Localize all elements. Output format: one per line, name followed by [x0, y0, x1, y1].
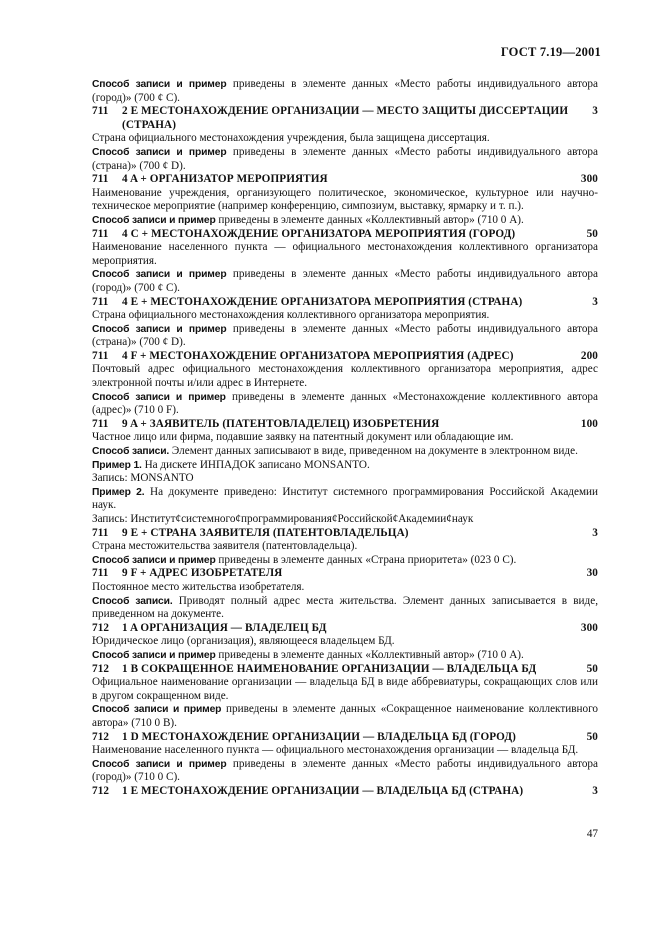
- paragraph-lead: Способ записи и пример: [92, 554, 216, 566]
- element-code: 711: [92, 227, 109, 240]
- body-paragraph: [92, 513, 598, 527]
- element-code: 711: [92, 105, 109, 118]
- paragraph-text: Наименование населенного пункта — официального местонахождения организации — владельца БД.: [92, 744, 579, 757]
- body-paragraph: [92, 268, 598, 295]
- body-paragraph: [92, 363, 598, 390]
- element-name: 4 A + ОРГАНИЗАТОР МЕРОПРИЯТИЯ: [122, 173, 328, 186]
- paragraph-lead: Способ записи и пример: [92, 704, 222, 716]
- element-name: 9 A + ЗАЯВИТЕЛЬ (ПАТЕНТОВЛАДЕЛЕЦ) ИЗОБРЕТЕНИЯ: [122, 417, 440, 430]
- body-paragraph: [92, 649, 598, 663]
- paragraph-text: Наименование учреждения, организующего политическое, экономическое, культурное или научно-техническое мероприятие (например конференцию, симпозиум, выставку, ярмарку и т. п.).: [92, 186, 598, 213]
- data-element-heading: [92, 731, 598, 745]
- paragraph-lead: Способ записи и пример: [92, 214, 216, 226]
- element-name: 1 D МЕСТОНАХОЖДЕНИЕ ОРГАНИЗАЦИИ — ВЛАДЕЛЬЦА БД (ГОРОД): [122, 730, 517, 743]
- body-paragraph: [92, 703, 598, 730]
- element-code: 711: [92, 295, 109, 308]
- data-element-heading: [92, 622, 598, 636]
- body-paragraph: [92, 323, 598, 350]
- paragraph-text: приведены в элементе данных «Место работы индивидуального автора (страна)» (700 ¢ D).: [92, 145, 598, 172]
- paragraph-lead: Способ записи.: [92, 446, 170, 458]
- element-length: 3: [592, 105, 598, 118]
- data-element-heading: [92, 567, 598, 581]
- paragraph-lead: Способ записи и пример: [92, 269, 227, 281]
- paragraph-text: Приводят полный адрес места жительства. Элемент данных записывается в виде, приведенном на документе.: [92, 594, 598, 621]
- data-element-heading: [92, 296, 598, 310]
- data-element-heading: [92, 173, 598, 187]
- element-name: 1 B СОКРАЩЕННОЕ НАИМЕНОВАНИЕ ОРГАНИЗАЦИИ — ВЛАДЕЛЬЦА БД: [122, 662, 537, 675]
- body-paragraph: [92, 635, 598, 649]
- element-name: 4 C + МЕСТОНАХОЖДЕНИЕ ОРГАНИЗАТОРА МЕРОПРИЯТИЯ (ГОРОД): [122, 227, 516, 240]
- element-name: 2 E МЕСТОНАХОЖДЕНИЕ ОРГАНИЗАЦИИ — МЕСТО ЗАЩИТЫ ДИССЕРТАЦИИ (СТРАНА): [122, 105, 569, 131]
- page-number: 47: [586, 828, 598, 840]
- element-code: 712: [92, 621, 110, 634]
- element-name: 4 F + МЕСТОНАХОЖДЕНИЕ ОРГАНИЗАТОРА МЕРОПРИЯТИЯ (АДРЕС): [122, 349, 514, 362]
- paragraph-text: Официальное наименование организации — владельца БД в виде аббревиатуры, сокращающих слов или в другом сокращенном виде.: [92, 676, 598, 702]
- element-length: 30: [586, 567, 598, 580]
- element-name: 1 E МЕСТОНАХОЖДЕНИЕ ОРГАНИЗАЦИИ — ВЛАДЕЛЬЦА БД (СТРАНА): [122, 784, 524, 797]
- paragraph-text: Страна официального местонахождения коллективного организатора мероприятия.: [92, 309, 490, 322]
- paragraph-text: Постоянное место жительства изобретателя.: [92, 580, 305, 593]
- paragraph-text: Наименование населенного пункта — официального местонахождения коллективного организатора мероприятия.: [92, 241, 598, 267]
- paragraph-text: Юридическое лицо (организация), являющееся владельцем БД.: [92, 635, 395, 648]
- body-paragraph: [92, 595, 598, 622]
- paragraph-text: приведены в элементе данных «Место работы индивидуального автора (страна)» (700 ¢ D).: [92, 322, 598, 349]
- paragraph-lead: Пример 2.: [92, 486, 145, 498]
- element-code: 712: [92, 662, 110, 675]
- paragraph-lead: Пример 1.: [92, 459, 142, 471]
- data-element-heading: [92, 785, 598, 799]
- body-paragraph: [92, 445, 598, 459]
- body-paragraph: [92, 486, 598, 513]
- paragraph-text: приведены в элементе данных «Место работы индивидуального автора (город)» (710 0 C).: [92, 757, 598, 784]
- paragraph-text: Почтовый адрес официального местонахождения коллективного организатора мероприятия, адрес электронной почты и/или адрес в Интернете.: [92, 363, 598, 390]
- paragraph-text: Страна местожительства заявителя (патентовладельца).: [92, 540, 358, 553]
- paragraph-lead: Способ записи и пример: [92, 758, 227, 770]
- paragraph-text: На документе приведено: Институт системного программирования Российской Академии наук.: [92, 485, 598, 512]
- data-element-heading: [92, 350, 598, 364]
- paragraph-text: Страна официального местонахождения учреждения, была защищена диссертация.: [92, 132, 490, 145]
- body-paragraph: [92, 431, 598, 445]
- paragraph-text: приведены в элементе данных «Коллективный автор» (710 0 A).: [215, 213, 524, 226]
- element-length: 50: [586, 662, 598, 675]
- element-length: 50: [586, 730, 598, 743]
- body-paragraph: [92, 758, 598, 785]
- paragraph-text: На дискете ИНПАДОК записано MONSANTO.: [141, 458, 370, 471]
- element-code: 711: [92, 349, 109, 362]
- paragraph-text: приведены в элементе данных «Страна приоритета» (023 0 C).: [215, 553, 517, 566]
- data-element-heading: [92, 228, 598, 242]
- element-name: 1 A ОРГАНИЗАЦИЯ — ВЛАДЕЛЕЦ БД: [122, 621, 327, 634]
- document-body: [92, 78, 598, 798]
- data-element-heading: [92, 663, 598, 677]
- body-paragraph: [92, 676, 598, 703]
- body-paragraph: [92, 241, 598, 268]
- paragraph-text: приведены в элементе данных «Сокращенное наименование коллективного автора» (710 0 B).: [92, 703, 598, 729]
- paragraph-lead: Способ записи и пример: [92, 323, 227, 335]
- paragraph-text: Частное лицо или фирма, подавшие заявку на патентный документ или обладающие им.: [92, 431, 514, 444]
- paragraph-lead: Способ записи и пример: [92, 649, 216, 661]
- data-element-heading: [92, 105, 598, 132]
- paragraph-text: приведены в элементе данных «Место работы индивидуального автора (город)» (700 ¢ C).: [92, 268, 598, 294]
- paragraph-text: приведены в элементе данных «Место работы индивидуального автора (город)» (700 ¢ C).: [92, 78, 598, 104]
- paragraph-lead: Способ записи и пример: [92, 146, 227, 158]
- paragraph-text: Элемент данных записывают в виде, приведенном на документе в электронном виде.: [169, 445, 578, 458]
- paragraph-lead: Способ записи и пример: [92, 391, 226, 403]
- element-code: 711: [92, 417, 109, 430]
- body-paragraph: [92, 132, 598, 146]
- standard-header: ГОСТ 7.19—2001: [500, 45, 601, 59]
- paragraph-lead: Способ записи.: [92, 595, 173, 607]
- body-paragraph: [92, 459, 598, 473]
- element-code: 711: [92, 567, 109, 580]
- body-paragraph: [92, 146, 598, 173]
- data-element-heading: [92, 527, 598, 541]
- paragraph-text: приведены в элементе данных «Местонахождение коллективного автора (адрес)» (710 0 F).: [92, 390, 598, 417]
- body-paragraph: [92, 581, 598, 595]
- element-length: 3: [592, 784, 598, 797]
- element-code: 712: [92, 730, 110, 743]
- body-paragraph: [92, 472, 598, 486]
- paragraph-text: приведены в элементе данных «Коллективный автор» (710 0 A).: [215, 648, 524, 661]
- element-code: 711: [92, 173, 109, 186]
- body-paragraph: [92, 78, 598, 105]
- element-length: 100: [580, 417, 598, 430]
- body-paragraph: [92, 214, 598, 228]
- element-code: 712: [92, 784, 110, 797]
- element-name: 4 E + МЕСТОНАХОЖДЕНИЕ ОРГАНИЗАТОРА МЕРОПРИЯТИЯ (СТРАНА): [122, 295, 523, 308]
- body-paragraph: [92, 554, 598, 568]
- body-paragraph: [92, 309, 598, 323]
- element-name: 9 F + АДРЕС ИЗОБРЕТАТЕЛЯ: [122, 567, 283, 580]
- element-code: 711: [92, 526, 109, 539]
- element-name: 9 E + СТРАНА ЗАЯВИТЕЛЯ (ПАТЕНТОВЛАДЕЛЬЦА): [122, 526, 409, 539]
- body-paragraph: [92, 540, 598, 554]
- element-length: 3: [592, 295, 598, 308]
- paragraph-text: Запись: Институт¢системного¢программирования¢Российской¢Академии¢наук: [92, 513, 474, 525]
- body-paragraph: [92, 187, 598, 214]
- element-length: 50: [586, 227, 598, 240]
- element-length: 300: [580, 173, 598, 186]
- element-length: 300: [580, 621, 598, 634]
- body-paragraph: [92, 744, 598, 758]
- paragraph-lead: Способ записи и пример: [92, 79, 227, 90]
- data-element-heading: [92, 418, 598, 432]
- body-paragraph: [92, 391, 598, 418]
- paragraph-text: Запись: MONSANTO: [92, 472, 194, 485]
- element-length: 3: [592, 526, 598, 539]
- element-length: 200: [580, 349, 598, 362]
